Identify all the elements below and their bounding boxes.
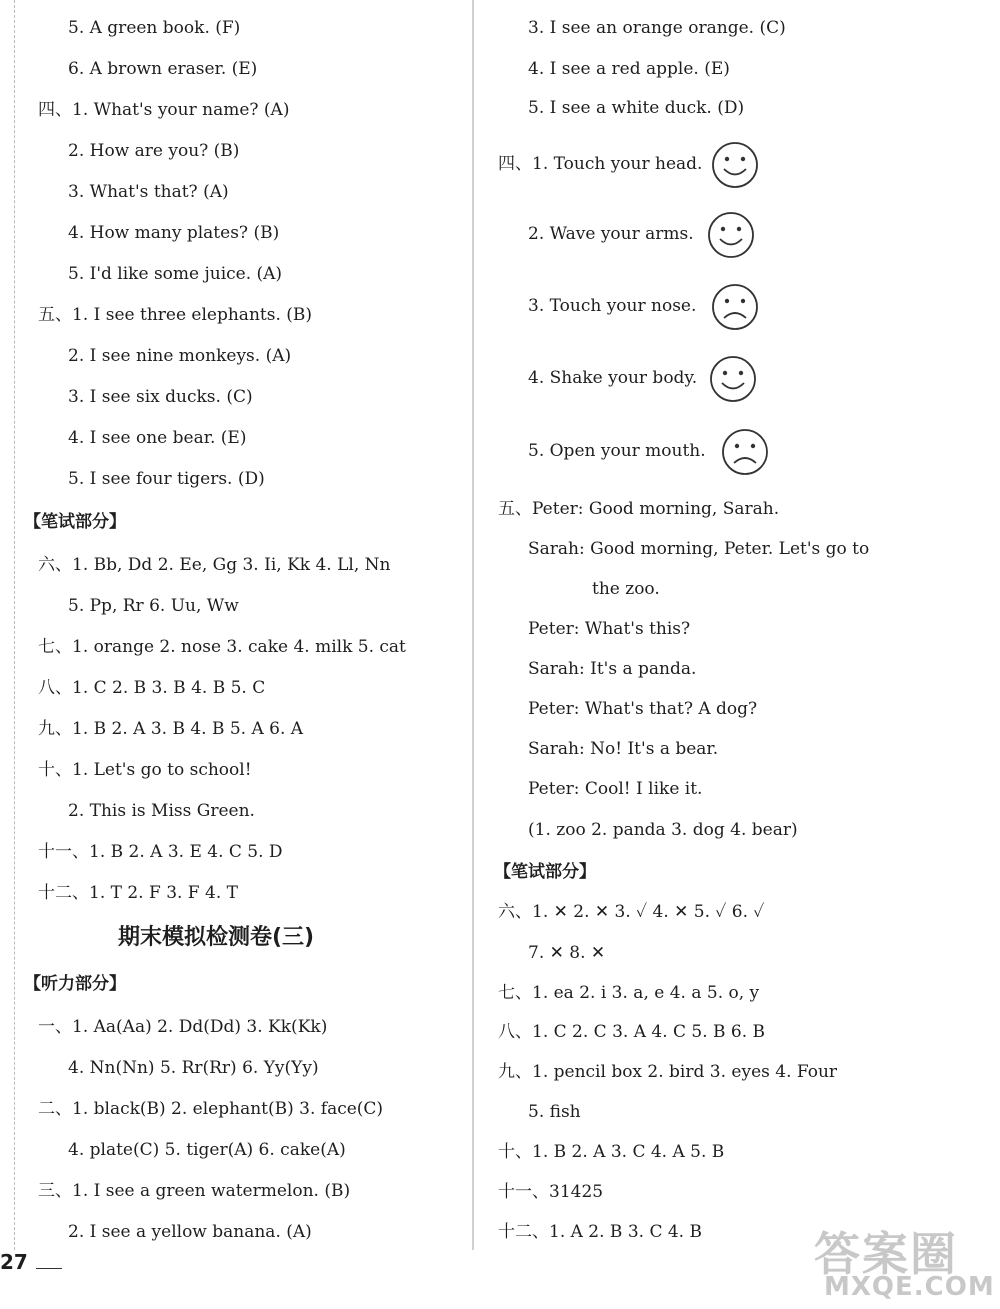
answer-line: 3. Touch your nose. [528,296,697,316]
answer-line: 2. How are you? (B) [68,141,240,161]
answer-line: 5. Pp, Rr 6. Uu, Ww [68,596,239,616]
answer-line: 3. I see six ducks. (C) [68,387,253,407]
page-number-rule [36,1268,62,1269]
answer-line: 十一、31425 [498,1182,604,1202]
answer-line: 3. I see an orange orange. (C) [528,18,786,38]
answer-line: 5. I'd like some juice. (A) [68,264,283,284]
answer-line: Sarah: Good morning, Peter. Let's go to [528,539,870,559]
answer-line: 5. I see four tigers. (D) [68,469,265,489]
answer-line: Sarah: No! It's a bear. [528,739,719,759]
answer-line: 5. A green book. (F) [68,18,241,38]
section-heading: 【笔试部分】 [24,512,126,532]
answer-line: 七、1. orange 2. nose 3. cake 4. milk 5. cat [38,637,406,657]
answer-line: 2. I see nine monkeys. (A) [68,346,292,366]
answer-line: 十一、1. B 2. A 3. E 4. C 5. D [38,842,283,862]
answer-line: 2. Wave your arms. [528,224,694,244]
answer-line: 4. I see a red apple. (E) [528,59,730,79]
answer-line: 3. What's that? (A) [68,182,229,202]
answer-line: 4. plate(C) 5. tiger(A) 6. cake(A) [68,1140,346,1160]
answer-line: 十二、1. T 2. F 3. F 4. T [38,883,238,903]
answer-line: 五、Peter: Good morning, Sarah. [498,499,780,519]
answer-line: 八、1. C 2. C 3. A 4. C 5. B 6. B [498,1022,766,1042]
answer-line: 5. fish [528,1102,581,1122]
answer-line: 六、1. ✕ 2. ✕ 3. ✓ 4. ✕ 5. ✓ 6. ✓ [498,902,765,922]
answer-line: 二、1. black(B) 2. elephant(B) 3. face(C) [38,1099,384,1119]
answer-line: the zoo. [592,579,660,599]
answer-line: 八、1. C 2. B 3. B 4. B 5. C [38,678,266,698]
smile-icon [706,210,756,260]
section-heading: 【笔试部分】 [494,862,596,882]
answer-line: 三、1. I see a green watermelon. (B) [38,1181,351,1201]
left-margin-line [14,0,15,1250]
answer-line: 九、1. B 2. A 3. B 4. B 5. A 6. A [38,719,304,739]
watermark-logo [800,1218,995,1302]
watermark-url: MXQE.COM [824,1272,995,1302]
answer-line: Peter: What's this? [528,619,691,639]
frown-icon [720,427,770,477]
smile-icon [710,140,760,190]
answer-line: 5. I see a white duck. (D) [528,98,745,118]
answer-line: Peter: Cool! I like it. [528,779,703,799]
answer-line: 7. ✕ 8. ✕ [528,943,606,963]
answer-line: 十、1. B 2. A 3. C 4. A 5. B [498,1142,725,1162]
answer-line: 十二、1. A 2. B 3. C 4. B [498,1222,702,1242]
answer-line: 6. A brown eraser. (E) [68,59,258,79]
answer-line: 一、1. Aa(Aa) 2. Dd(Dd) 3. Kk(Kk) [38,1017,328,1037]
page-number: 27 [0,1250,28,1274]
answer-line: (1. zoo 2. panda 3. dog 4. bear) [528,820,798,840]
answer-line: 2. This is Miss Green. [68,801,255,821]
answer-line: 六、1. Bb, Dd 2. Ee, Gg 3. Ii, Kk 4. Ll, Nn [38,555,391,575]
smile-icon [708,354,758,404]
answer-line: 4. Shake your body. [528,368,698,388]
answer-line: 5. Open your mouth. [528,441,706,461]
answer-line: 五、1. I see three elephants. (B) [38,305,313,325]
answer-line: 4. How many plates? (B) [68,223,280,243]
answer-line: 四、1. What's your name? (A) [38,100,290,120]
answer-line: 七、1. ea 2. i 3. a, e 4. a 5. o, y [498,983,760,1003]
column-divider [472,0,474,1250]
watermark-text: 答案圈 [814,1227,958,1281]
answer-line: Sarah: It's a panda. [528,659,697,679]
answer-line: 4. I see one bear. (E) [68,428,247,448]
frown-icon [710,282,760,332]
exam-title: 期末模拟检测卷(三) [118,925,315,950]
answer-line: 九、1. pencil box 2. bird 3. eyes 4. Four [498,1062,838,1082]
answer-line: 4. Nn(Nn) 5. Rr(Rr) 6. Yy(Yy) [68,1058,319,1078]
answer-line: 2. I see a yellow banana. (A) [68,1222,312,1242]
answer-line: 十、1. Let's go to school! [38,760,252,780]
answer-line: Peter: What's that? A dog? [528,699,758,719]
answer-line: 四、1. Touch your head. [498,154,703,174]
section-heading: 【听力部分】 [24,974,126,994]
